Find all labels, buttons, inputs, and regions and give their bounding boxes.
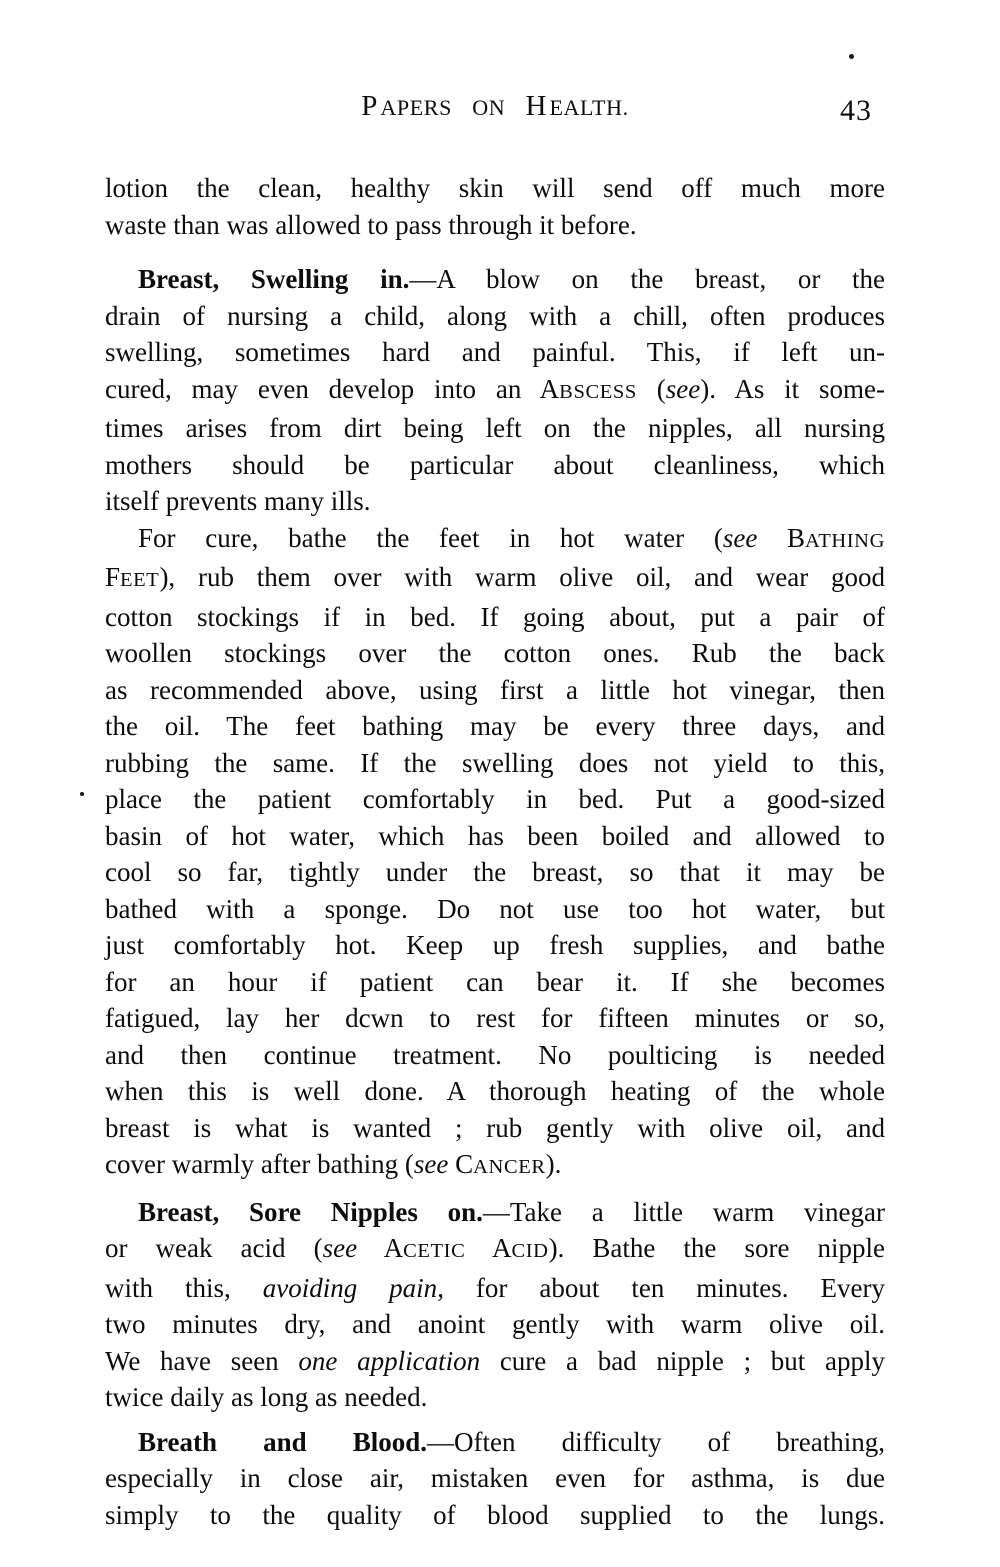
text-segment: ), rub them over with warm olive oil, and wear good bbox=[159, 562, 885, 592]
text-segment: For cure, bathe the feet in hot water ( bbox=[138, 522, 723, 553]
text-segment: two minutes dry, and anoint gently with warm olive oil. bbox=[105, 1309, 885, 1339]
text-line bbox=[105, 207, 885, 244]
text-segment: one application bbox=[298, 1345, 481, 1376]
paragraph-for-cure bbox=[105, 520, 885, 1186]
text-segment: when this is well done. A thorough heating of the whole bbox=[105, 1076, 885, 1106]
text-line bbox=[105, 1306, 885, 1343]
text-segment: woollen stockings over the cotton ones. Rub the back bbox=[105, 638, 885, 668]
text-segment: see bbox=[413, 1149, 449, 1179]
text-line bbox=[105, 298, 885, 335]
text-line bbox=[105, 635, 885, 672]
text-segment: drain of nursing a child, along with a chill, often produces bbox=[105, 300, 885, 331]
text-segment: mothers should be particular about cleanliness, which bbox=[105, 449, 885, 480]
text-segment: see bbox=[722, 522, 758, 553]
text-segment: cured, may even develop into an bbox=[105, 373, 540, 404]
text-line bbox=[105, 927, 885, 964]
text-segment: lotion the clean, healthy skin will send off much more bbox=[105, 173, 885, 203]
text-line bbox=[105, 483, 885, 520]
text-line bbox=[105, 170, 885, 207]
text-line bbox=[105, 520, 885, 560]
text-segment: swelling, sometimes hard and painful. This, if left un- bbox=[105, 337, 885, 367]
text-line bbox=[105, 1000, 885, 1037]
text-segment: fatigued, lay her dcwn to rest for fifteen minutes or so, bbox=[105, 1003, 885, 1033]
text-segment: just comfortably hot. Keep up fresh supplies, and bathe bbox=[105, 930, 885, 960]
text-line bbox=[105, 371, 885, 411]
text-segment: ). bbox=[545, 1149, 562, 1179]
text-segment: ON bbox=[472, 95, 506, 120]
text-line bbox=[105, 1379, 885, 1416]
text-line bbox=[105, 599, 885, 636]
text-line bbox=[105, 1497, 885, 1534]
text-block bbox=[105, 170, 885, 1533]
text-segment: times arises from dirt being left on the nipples, all nursing bbox=[105, 413, 885, 443]
text-line bbox=[105, 1146, 885, 1186]
text-segment: simply to the quality of blood supplied to the lungs. bbox=[105, 1499, 885, 1530]
text-segment: —Take a little warm vinegar bbox=[482, 1196, 885, 1227]
text-segment: cover warmly after bathing ( bbox=[105, 1149, 414, 1179]
text-segment: basin of hot water, which has been boiled and allowed to bbox=[105, 820, 885, 851]
text-segment: cure a bad nipple ; but apply bbox=[480, 1345, 886, 1376]
text-segment: —Often difficulty of breathing, bbox=[427, 1426, 885, 1457]
text-segment: HEALTH. bbox=[525, 90, 629, 122]
text-line bbox=[105, 1230, 885, 1270]
page-number: 43 bbox=[840, 94, 872, 127]
text-segment: rubbing the same. If the swelling does not yield to this, bbox=[105, 747, 885, 778]
text-line bbox=[105, 1424, 885, 1461]
paragraph-breast-swelling-in bbox=[105, 261, 885, 520]
text-segment bbox=[452, 90, 472, 122]
text-line bbox=[105, 1194, 885, 1231]
page-header bbox=[0, 90, 1000, 132]
text-segment: itself prevents many ills. bbox=[105, 486, 371, 516]
text-segment: CANCER bbox=[455, 1149, 546, 1179]
text-segment: avoiding pain bbox=[262, 1272, 438, 1303]
text-line bbox=[105, 891, 885, 928]
text-line bbox=[105, 672, 885, 709]
text-segment: ). Bathe the sore nipple bbox=[548, 1233, 885, 1263]
text-segment: twice daily as long as needed. bbox=[105, 1382, 428, 1412]
text-segment: or weak acid ( bbox=[105, 1233, 323, 1263]
text-line bbox=[105, 334, 885, 371]
text-line bbox=[105, 1037, 885, 1074]
text-segment: place the patient comfortably in bed. Put a good-sized bbox=[105, 784, 885, 814]
text-line bbox=[105, 708, 885, 745]
text-segment: bathed with a sponge. Do not use too hot water, but bbox=[105, 893, 885, 924]
text-segment: Breast, Sore Nipples on. bbox=[138, 1196, 483, 1227]
text-line bbox=[105, 964, 885, 1001]
text-line bbox=[105, 1110, 885, 1147]
text-segment: ( bbox=[636, 373, 666, 404]
paragraph-breath-and-blood bbox=[105, 1424, 885, 1534]
text-segment bbox=[757, 523, 787, 553]
text-segment: waste than was allowed to pass through it before. bbox=[105, 209, 637, 240]
text-segment: —A blow on the breast, or the bbox=[409, 264, 885, 294]
ink-speck bbox=[80, 792, 84, 796]
paragraph-breast-sore-nipples-on bbox=[105, 1194, 885, 1416]
text-line bbox=[105, 1270, 885, 1307]
text-segment: with this, bbox=[105, 1272, 263, 1303]
text-line bbox=[105, 1343, 885, 1380]
text-segment: cool so far, tightly under the breast, so that it may be bbox=[105, 857, 885, 887]
text-segment: ). As it some- bbox=[700, 373, 885, 404]
text-segment: FEET bbox=[105, 562, 160, 592]
text-segment: see bbox=[665, 373, 701, 404]
paragraph-lotion-continuation bbox=[105, 170, 885, 243]
text-line bbox=[105, 410, 885, 447]
text-segment: Breast, Swelling in. bbox=[138, 264, 410, 294]
text-line bbox=[105, 447, 885, 484]
text-segment: as recommended above, using first a little hot vinegar, then bbox=[105, 674, 885, 705]
text-line bbox=[105, 1073, 885, 1110]
text-line bbox=[105, 745, 885, 782]
running-title bbox=[105, 90, 885, 123]
text-line bbox=[105, 261, 885, 298]
text-segment: and then continue treatment. No poulticing is needed bbox=[105, 1039, 885, 1070]
text-segment: breast is what is wanted ; rub gently with olive oil, and bbox=[105, 1112, 885, 1143]
text-segment bbox=[505, 90, 525, 122]
text-segment: ABSCESS bbox=[539, 373, 637, 404]
text-segment: PAPERS bbox=[361, 90, 452, 122]
text-segment: , for about ten minutes. Every bbox=[437, 1272, 885, 1303]
text-segment bbox=[357, 1233, 384, 1263]
text-line bbox=[105, 1460, 885, 1497]
text-segment: We have seen bbox=[105, 1345, 299, 1376]
text-segment: for an hour if patient can bear it. If she becomes bbox=[105, 966, 885, 997]
text-segment: Breath and Blood. bbox=[138, 1426, 428, 1457]
text-segment: BATHING bbox=[787, 522, 885, 553]
text-segment: see bbox=[322, 1233, 358, 1263]
text-line bbox=[105, 818, 885, 855]
text-line bbox=[105, 854, 885, 891]
text-segment: cotton stockings if in bed. If going about, put a pair of bbox=[105, 601, 885, 632]
text-segment: the oil. The feet bathing may be every three days, and bbox=[105, 711, 885, 741]
text-segment: ACETIC ACID bbox=[383, 1233, 549, 1263]
text-line bbox=[105, 781, 885, 818]
text-line bbox=[105, 559, 885, 599]
ink-speck bbox=[849, 54, 854, 59]
text-segment: especially in close air, mistaken even for asthma, is due bbox=[105, 1463, 885, 1493]
